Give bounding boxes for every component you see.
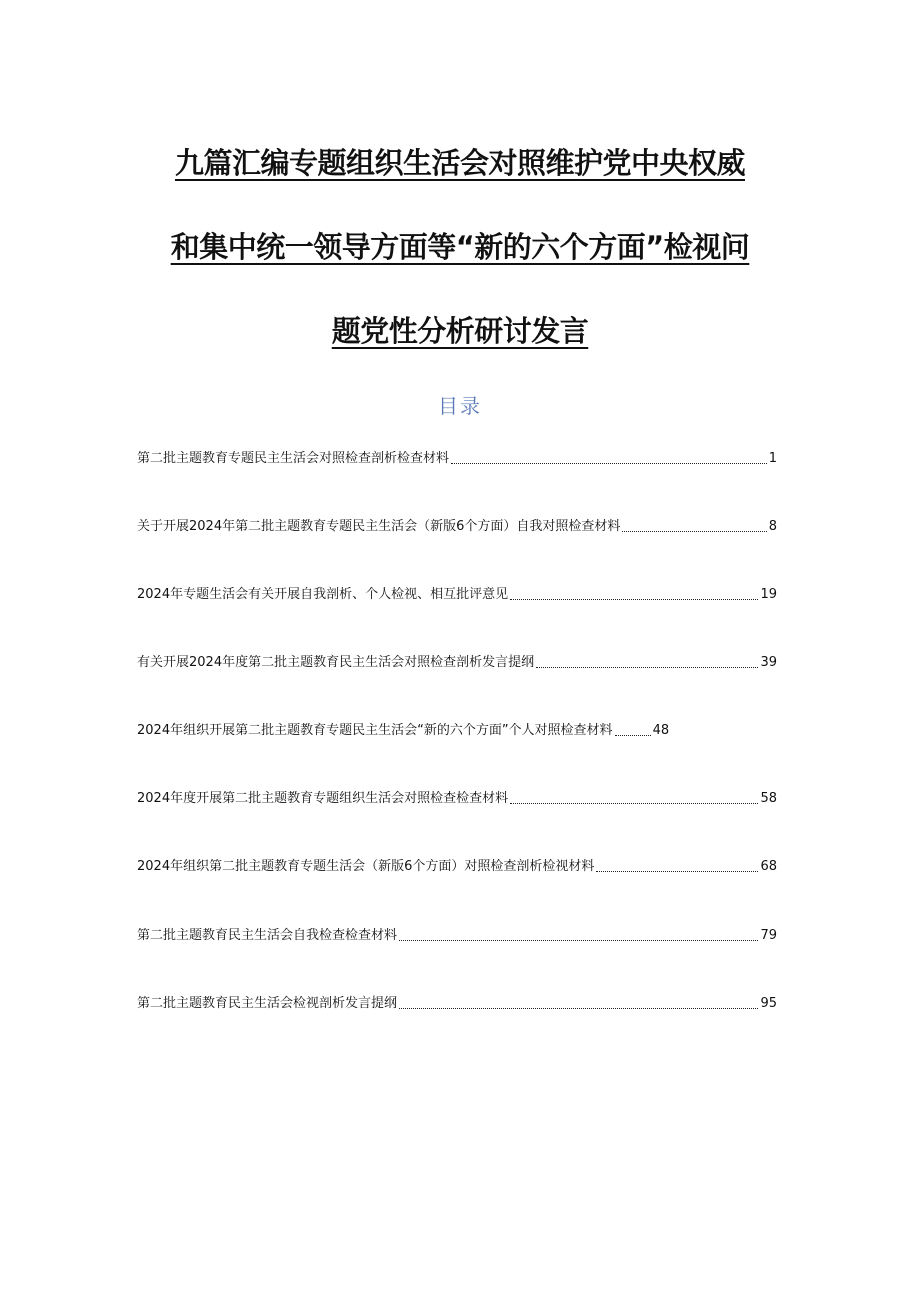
toc-entry[interactable] (137, 993, 777, 1015)
toc-entry[interactable] (137, 720, 669, 742)
toc-entry-title: 有关开展2024年度第二批主题教育民主生活会对照检查剖析发言提纲 (137, 655, 535, 670)
toc-entry-title: 2024年专题生活会有关开展自我剖析、个人检视、相互批评意见 (137, 587, 509, 602)
toc-entry-title: 2024年度开展第二批主题教育专题组织生活会对照检查检查材料 (137, 791, 509, 806)
toc-leader-dots (510, 803, 758, 804)
toc-leader-dots (536, 667, 758, 668)
toc-page-number: 95 (760, 996, 777, 1011)
toc-page-number: 39 (760, 655, 777, 670)
toc-entry-title: 第二批主题教育专题民主生活会对照检查剖析检查材料 (137, 451, 450, 466)
toc-entry[interactable] (137, 652, 777, 674)
toc-entry-title: 关于开展2024年第二批主题教育专题民主生活会（新版6个方面）自我对照检查材料 (137, 519, 621, 534)
toc-page-number: 58 (760, 791, 777, 806)
toc-entry[interactable] (137, 584, 777, 606)
toc-entry-title: 第二批主题教育民主生活会自我检查检查材料 (137, 928, 398, 943)
toc-entry[interactable] (137, 925, 777, 947)
toc-entry-title: 2024年组织开展第二批主题教育专题民主生活会“新的六个方面”个人对照检查材料 (137, 723, 613, 738)
toc-page-number: 68 (760, 859, 777, 874)
toc-leader-dots (615, 735, 651, 736)
toc-entry-title: 第二批主题教育民主生活会检视剖析发言提纲 (137, 996, 398, 1011)
title-line-3: 题党性分析研讨发言 (331, 314, 589, 348)
toc-page-number: 19 (760, 587, 777, 602)
toc-leader-dots (451, 463, 767, 464)
toc-leader-dots (399, 1008, 758, 1009)
title-line-1: 九篇汇编专题组织生活会对照维护党中央权威 (174, 146, 745, 180)
toc-leader-dots (510, 599, 758, 600)
toc-entry[interactable] (137, 516, 777, 538)
toc-page-number: 8 (768, 519, 777, 534)
toc-leader-dots (596, 871, 758, 872)
toc-heading: 目录 (438, 394, 482, 418)
toc-entry[interactable] (137, 856, 777, 878)
toc-entry-title: 2024年组织第二批主题教育专题生活会（新版6个方面）对照检查剖析检视材料 (137, 859, 595, 874)
toc-page-number: 48 (652, 723, 670, 738)
toc-page-number: 79 (760, 928, 777, 943)
title-line-2: 和集中统一领导方面等“新的六个方面”检视问 (170, 230, 750, 264)
toc-entry[interactable] (137, 448, 777, 470)
toc-page-number: 1 (768, 451, 777, 466)
toc-entry[interactable] (137, 788, 777, 810)
toc-leader-dots (622, 531, 766, 532)
toc-leader-dots (399, 940, 758, 941)
